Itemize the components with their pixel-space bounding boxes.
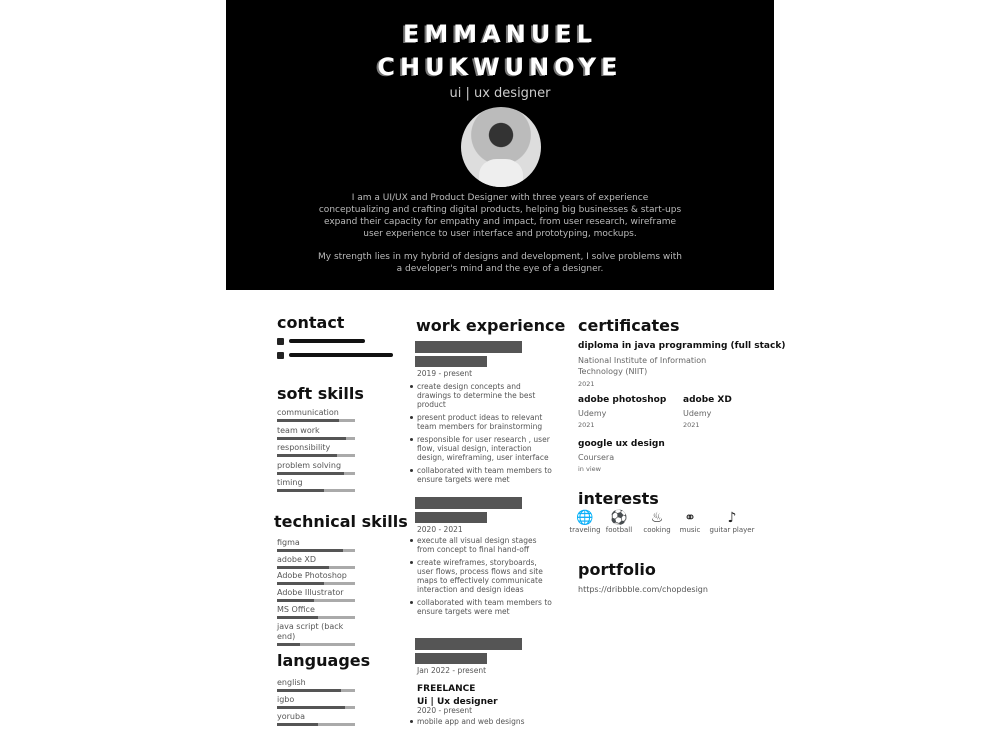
skill-item — [277, 695, 355, 709]
skill-label: communication — [277, 408, 339, 417]
portfolio-heading: portfolio — [578, 560, 656, 579]
skill-item — [277, 555, 355, 569]
duty-item: present product ideas to relevant team members for brainstorming — [409, 413, 554, 431]
job-date: 2020 - 2021 — [417, 525, 463, 534]
soft-skills-heading: soft skills — [277, 384, 364, 403]
skill-level-bar — [277, 689, 355, 692]
skill-level-bar — [277, 582, 355, 585]
skill-label: english — [277, 678, 306, 687]
certificate-year: 2021 — [578, 380, 595, 388]
certificate-name: adobe XD — [683, 395, 732, 405]
duty-item: create design concepts and drawings to determine the best product — [409, 382, 554, 409]
skill-label: problem solving — [277, 460, 342, 470]
bio-paragraph-1: I am a UI/UX and Product Designer with three years of experience conceptualizing and crafting digital products, helping big businesses & start-ups expand their capacity for empathy and impact, from user research, wireframe user experience to user interface and prototyping, mockups. — [318, 193, 682, 239]
redacted-company — [415, 497, 522, 509]
skill-item — [277, 605, 355, 619]
duty-item: responsible for user research , user flow, visual design, interaction design, wireframing, user interface — [409, 435, 554, 462]
interest-label: football — [605, 526, 633, 534]
duty-item: collaborated with team members to ensure targets were met — [409, 598, 554, 616]
skill-label: java script (back end) — [277, 621, 344, 641]
skill-label: Adobe Illustrator — [277, 588, 344, 598]
guitar-icon: ♪ — [727, 510, 737, 526]
certificate-name: diploma in java programming (full stack) — [578, 341, 786, 351]
certificate-issuer: Coursera — [578, 453, 615, 462]
bio-paragraph-2: My strength lies in my hybrid of designs and development, I solve problems with a developer's mind and the eye of a designer. — [318, 252, 682, 274]
job-date: Jan 2022 - present — [417, 666, 487, 675]
skill-item — [277, 478, 355, 492]
phone-icon — [277, 338, 284, 345]
skill-level-bar — [277, 723, 355, 726]
certificate-year: in view — [578, 465, 601, 473]
contact-email — [277, 350, 393, 360]
last-name: CHUKWUNOYE — [377, 53, 623, 81]
certificate-name: adobe photoshop — [578, 395, 667, 405]
freelance-date: 2020 - present — [417, 706, 473, 715]
contact-phone — [277, 336, 365, 346]
interest-guitar — [707, 510, 757, 534]
redacted-email — [289, 353, 393, 357]
certificate-issuer: Udemy — [578, 409, 607, 418]
job-1-duties — [409, 382, 554, 488]
certificate-issuer: Udemy — [683, 409, 712, 418]
job-date: 2019 - present — [417, 369, 473, 378]
redacted-phone — [289, 339, 365, 343]
skill-item — [277, 426, 355, 440]
redacted-position — [415, 512, 487, 523]
skill-label: responsibility — [277, 443, 331, 452]
skill-item — [277, 588, 355, 602]
work-experience-heading: work experience — [416, 316, 566, 335]
certificate-year: 2021 — [683, 421, 700, 429]
skill-item — [277, 622, 355, 646]
skill-level-bar — [277, 472, 355, 475]
job-role: ui | ux designer — [449, 86, 551, 101]
skill-level-bar — [277, 566, 355, 569]
portfolio-link[interactable]: https://dribbble.com/chopdesign — [578, 585, 708, 594]
skill-level-bar — [277, 706, 355, 709]
redacted-company — [415, 638, 522, 650]
certificate-issuer: National Institute of Information Technology (NIIT) — [578, 356, 707, 376]
mail-icon — [277, 352, 284, 359]
redacted-company — [415, 341, 522, 353]
certificates-heading: certificates — [578, 316, 680, 335]
freelance-duties — [409, 717, 554, 730]
technical-skills-heading: technical skills — [274, 512, 408, 531]
freelance-title: FREELANCE — [417, 684, 476, 694]
skill-item — [277, 443, 355, 457]
job-2-duties — [409, 536, 554, 620]
skill-level-bar — [277, 599, 355, 602]
football-icon: ⚽ — [610, 510, 628, 526]
interest-label: traveling — [569, 526, 601, 534]
interest-label: cooking — [643, 526, 671, 534]
skill-level-bar — [277, 616, 355, 619]
duty-item: collaborated with team members to ensure targets were met — [409, 466, 554, 484]
globe-icon: 🌐 — [576, 510, 594, 526]
interests-heading: interests — [578, 489, 659, 508]
interest-music — [670, 510, 710, 534]
skill-label: figma — [277, 538, 300, 547]
skill-item — [277, 538, 355, 552]
duty-item: mobile app and web designs — [409, 717, 554, 726]
skill-item — [277, 461, 355, 475]
skill-level-bar — [277, 437, 355, 440]
skill-label: timing — [277, 478, 303, 487]
skill-item — [277, 408, 355, 422]
interest-label: music — [679, 526, 701, 534]
freelance-role: Ui | Ux designer — [417, 697, 498, 707]
headphones-icon: ⚭ — [684, 510, 696, 526]
skill-label: team work — [277, 425, 320, 435]
certificate-name: google ux design — [578, 439, 665, 449]
contact-heading: contact — [277, 313, 345, 332]
interest-football — [599, 510, 639, 534]
duty-item: create wireframes, storyboards, user flows, process flows and site maps to effectively communicate interaction and design ideas — [409, 558, 554, 594]
skill-level-bar — [277, 549, 355, 552]
skill-item — [277, 571, 355, 585]
redacted-position — [415, 356, 487, 367]
skill-label: adobe XD — [277, 554, 317, 564]
skill-label: Adobe Photoshop — [277, 571, 347, 581]
interest-label: guitar player — [709, 526, 755, 534]
languages-heading: languages — [277, 651, 371, 670]
skill-item — [277, 678, 355, 692]
skill-label: MS Office — [277, 604, 315, 614]
skill-level-bar — [277, 489, 355, 492]
skill-level-bar — [277, 454, 355, 457]
skill-level-bar — [277, 419, 355, 422]
header-banner — [226, 0, 774, 290]
profile-photo — [461, 107, 541, 187]
first-name: EMMANUEL — [403, 20, 597, 48]
certificate-year: 2021 — [578, 421, 595, 429]
cooking-pot-icon: ♨ — [650, 510, 664, 526]
duty-item: execute all visual design stages from concept to final hand-off — [409, 536, 554, 554]
skill-label: igbo — [277, 695, 295, 704]
skill-label: yoruba — [277, 712, 305, 721]
redacted-position — [415, 653, 487, 664]
skill-item — [277, 712, 355, 726]
skill-level-bar — [277, 643, 355, 646]
